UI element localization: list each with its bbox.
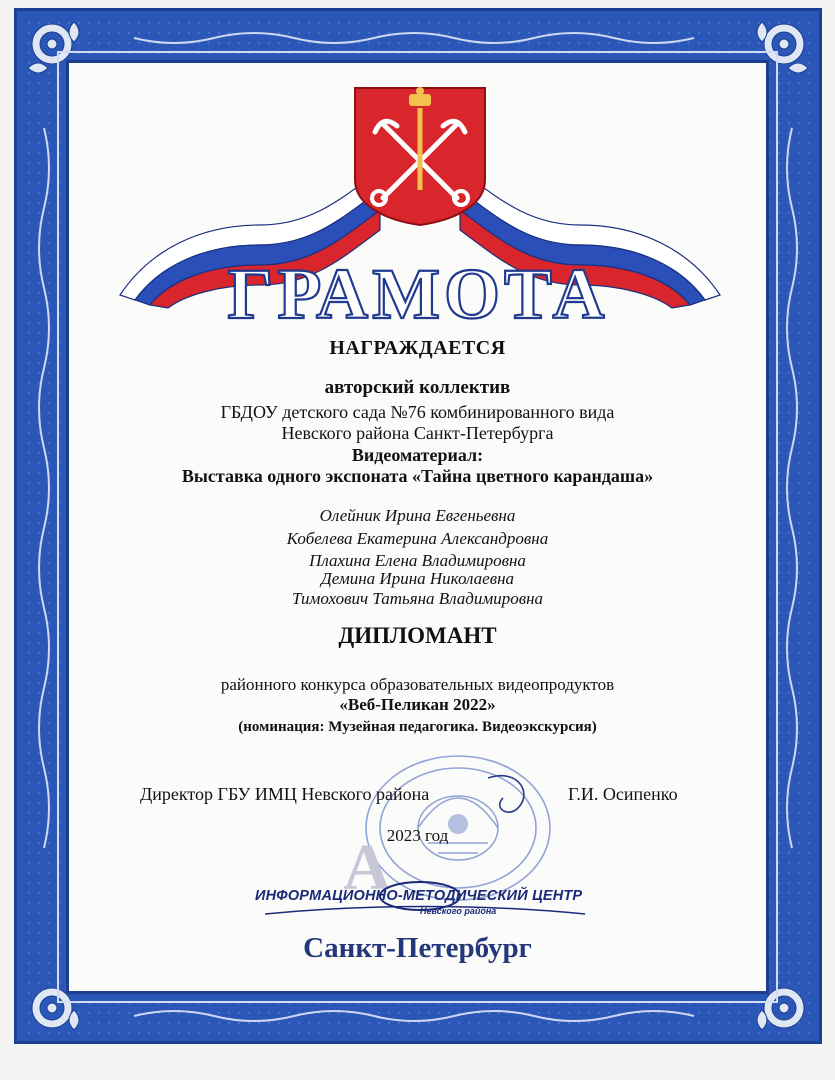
nomination: (номинация: Музейная педагогика. Видеоэкскурсия): [238, 719, 597, 735]
rank-label: ДИПЛОМАНТ: [338, 623, 497, 648]
year: 2023 год: [386, 826, 449, 845]
institution-line-1: ГБДОУ детского сада №76 комбинированного вида: [220, 402, 615, 422]
logo-subtext: Невского района: [420, 906, 497, 916]
title: ГРАМОТА: [227, 254, 609, 332]
author-name: Олейник Ирина Евгеньевна: [319, 506, 516, 525]
contest-line: районного конкурса образовательных видеопродуктов: [220, 675, 615, 694]
author-name: Кобелева Екатерина Александровна: [286, 529, 549, 548]
city-name: Санкт-Петербург: [303, 932, 532, 964]
author-name: Тимохович Татьяна Владимировна: [291, 589, 544, 608]
director-name: Г.И. Осипенко: [568, 784, 678, 804]
director-label: Директор ГБУ ИМЦ Невского района: [140, 784, 430, 804]
logo-letter: А: [343, 831, 391, 904]
awarded-label: НАГРАЖДАЕТСЯ: [329, 337, 506, 359]
title-wordmark: [215, 252, 621, 332]
collective-label: авторский коллектив: [324, 377, 511, 398]
material-label: Видеоматериал:: [351, 445, 484, 465]
contest-name: «Веб-Пеликан 2022»: [339, 695, 496, 714]
institution-line-2: Невского района Санкт-Петербурга: [281, 423, 554, 443]
saint-petersburg-coat-of-arms: [345, 80, 495, 230]
author-name: Демина Ирина Николаевна: [320, 569, 515, 588]
logo-text: ИНФОРМАЦИОННО-МЕТОДИЧЕСКИЙ ЦЕНТР: [255, 888, 583, 904]
material-title: Выставка одного экспоната «Тайна цветного карандаша»: [181, 466, 654, 486]
author-name: Плахина Елена Владимировна: [309, 551, 526, 570]
